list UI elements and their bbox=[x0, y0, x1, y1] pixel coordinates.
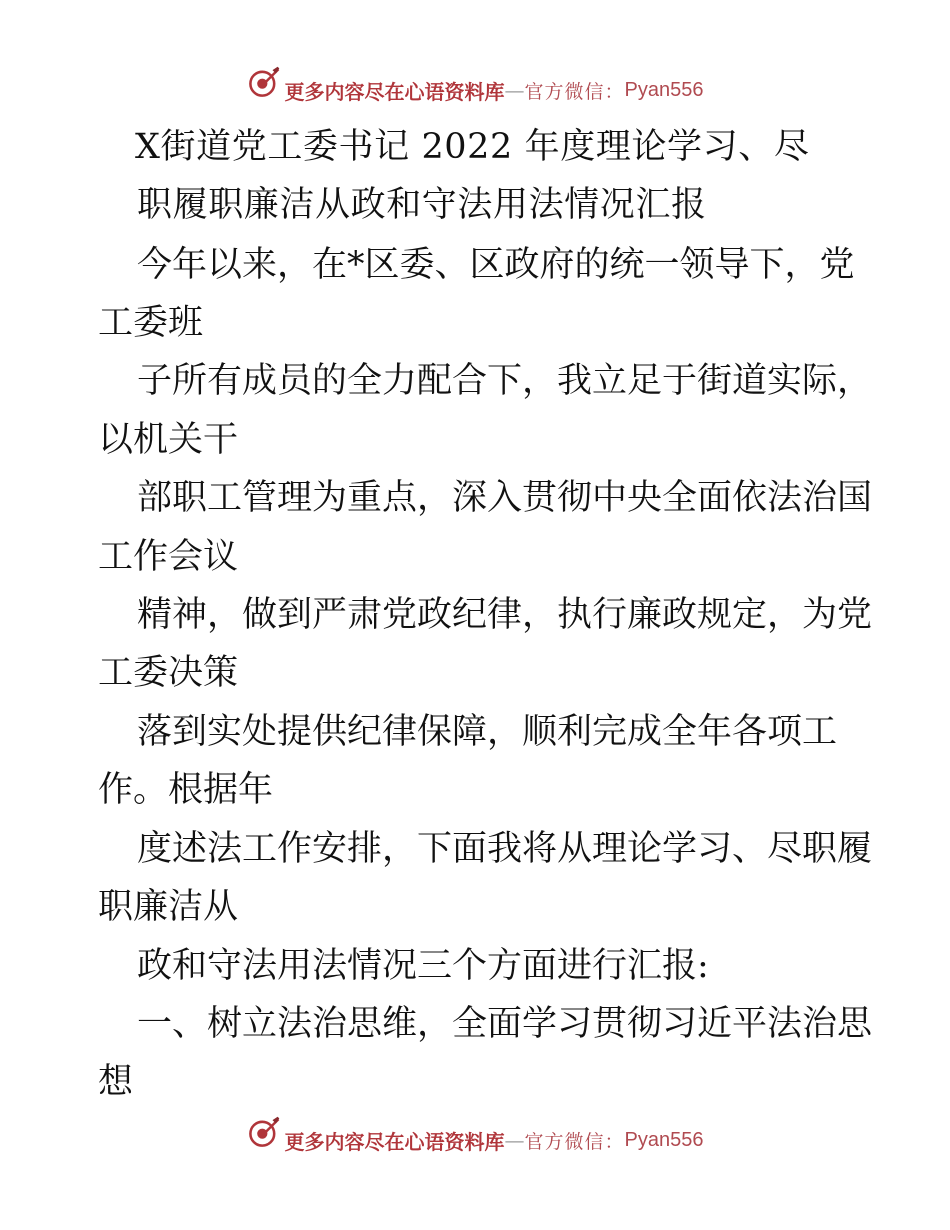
header-banner bbox=[0, 70, 950, 110]
body-line: 子所有成员的全力配合下，我立足于街道实际， bbox=[137, 361, 873, 401]
pen-circle-logo-icon bbox=[247, 65, 281, 99]
body-line: 工委班 bbox=[98, 303, 204, 343]
footer-banner bbox=[0, 1120, 950, 1160]
banner-text: 更多内容尽在心语资料库 bbox=[284, 1129, 505, 1154]
banner-separator: — bbox=[504, 78, 525, 102]
body-line: 以机关干 bbox=[98, 420, 239, 460]
body-line: 部职工管理为重点，深入贯彻中央全面依法治国 bbox=[137, 478, 873, 518]
pen-circle-logo-icon bbox=[247, 1115, 281, 1149]
body-line: 今年以来，在*区委、区政府的统一领导下，党 bbox=[137, 245, 855, 285]
body-line: 工作会议 bbox=[98, 537, 239, 577]
body-line: 政和守法用法情况三个方面进行汇报: bbox=[137, 946, 709, 986]
section-heading: 一、树立法治思维，全面学习贯彻习近平法治思 bbox=[137, 1004, 873, 1044]
banner-wechat-label: 官方微信： bbox=[524, 80, 625, 103]
document-title-line-2: 职履职廉洁从政和守法用法情况汇报 bbox=[137, 185, 707, 225]
body-line: 度述法工作安排，下面我将从理论学习、尽职履 bbox=[137, 829, 873, 869]
document-title-line-1: X街道党工委书记 2022 年度理论学习、尽 bbox=[135, 127, 810, 167]
banner-text: 更多内容尽在心语资料库 bbox=[284, 79, 505, 104]
body-line: 落到实处提供纪律保障，顺利完成全年各项工 bbox=[137, 712, 838, 752]
banner-separator: — bbox=[504, 1128, 525, 1152]
body-line: 工委决策 bbox=[98, 653, 239, 693]
banner-wechat-label: 官方微信： bbox=[524, 1130, 625, 1153]
body-line: 职廉洁从 bbox=[98, 887, 239, 927]
banner-wechat-id: Pyan556 bbox=[624, 1128, 704, 1151]
section-heading-continued: 想 bbox=[98, 1062, 134, 1102]
banner-wechat-id: Pyan556 bbox=[624, 78, 704, 101]
body-line: 精神，做到严肃党政纪律，执行廉政规定，为党 bbox=[137, 595, 873, 635]
body-line: 作。根据年 bbox=[98, 770, 274, 810]
